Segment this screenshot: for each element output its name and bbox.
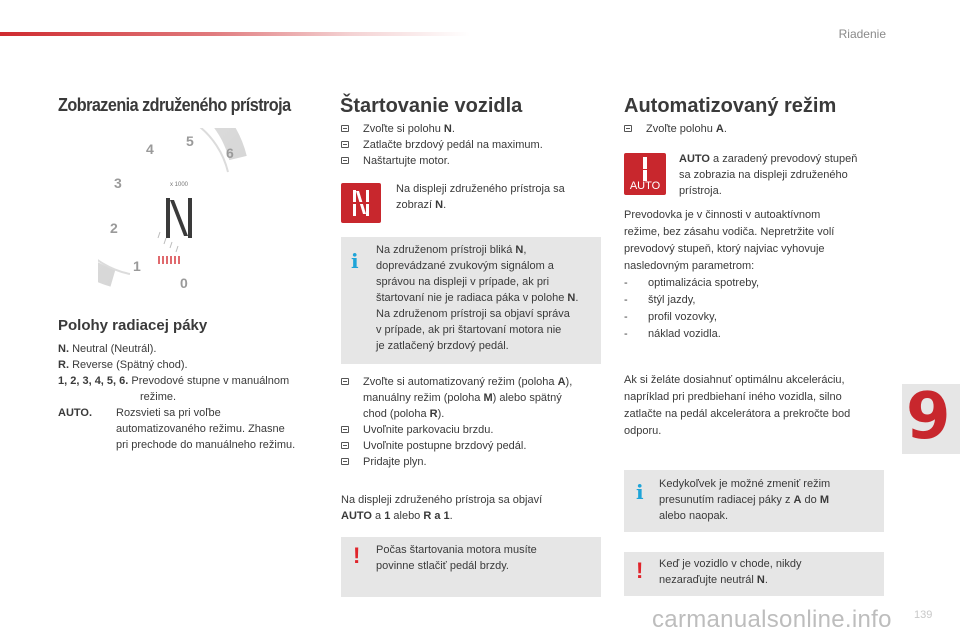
gauge-number: 5 (186, 133, 194, 149)
auto-mode-description: Prevodovka je v činnosti v autoaktívnom režime, bez zásahu vodiča. Nepretržite volí prevodový stupeň, ktorý najviac vyhovuje nasledovným parametrom: - optimalizácia spotreby, - štýl jazdy, - profil vozovky, - náklad vozidla. (624, 209, 835, 340)
gauge-number: 6 (226, 145, 234, 161)
acceleration-text: Ak si želáte dosiahnuť optimálnu akceleráciu, napríklad pri predbiehaní iného vozidla, silno zatlačte na pedál akcelerátora a prekročte bod odporu. (624, 374, 851, 437)
info-icon: i (636, 480, 644, 504)
auto-display-text: Na displeji združeného prístroja sa objaví AUTO a 1 alebo R a 1. (341, 494, 543, 522)
header-accent-bar (0, 32, 470, 36)
gear-positions-list: N. Neutral (Neutrál). R. Reverse (Spätný chod). 1, 2, 3, 4, 5, 6. Prevodové stupne v manuálnom režime. AUTO. Rozsvieti sa pri voľbe automatizovaného režimu. Zhasne pri prechode do manuálneho režimu. (58, 343, 296, 451)
page-number: 139 (914, 609, 933, 621)
start-warning-box: ! Počas štartovania motora musíte povinne stlačiť pedál brzdy. (341, 537, 601, 597)
start-steps: Zvoľte si polohu N. Zatlačte brzdový pedál na maximum. Naštartujte motor. (341, 121, 601, 169)
instrument-section-title: Zobrazenia združeného prístroja (58, 95, 291, 115)
chapter-tab: 9 (902, 384, 960, 454)
warning-icon: ! (353, 543, 361, 568)
warning-icon: ! (636, 558, 644, 583)
auto-icon-text: AUTO a zaradený prevodový stupeň sa zobrazia na displeji združeného prístroja. (679, 153, 858, 197)
auto-display-icon: AUTO (624, 153, 666, 195)
gauge-number: 0 (180, 275, 188, 291)
gauge-number: 1 (133, 258, 141, 274)
gear-digit-n (166, 198, 192, 238)
gauge-number: 3 (114, 175, 122, 191)
info-icon: i (351, 249, 359, 273)
section-label: Riadenie (838, 27, 886, 41)
gear-positions-subtitle: Polohy radiacej páky (58, 317, 208, 334)
gear-n-display-icon (341, 183, 381, 223)
gauge-unit: x 1000 (170, 182, 189, 188)
starting-section-title: Štartovanie vozidla (340, 95, 523, 117)
watermark: carmanualsonline.info (652, 606, 892, 633)
auto-mode-step: Zvoľte polohu A. (624, 121, 884, 137)
n-display-text: Na displeji združeného prístroja sa zobrazí N. (396, 183, 565, 211)
auto-mode-section-title: Automatizovaný režim (624, 95, 837, 117)
instrument-cluster-gauge (98, 128, 318, 308)
start-info-box: i Na združenom prístroji bliká N, doprevádzané zvukovým signálom a správou na displeji v prípade, ak pri štartovaní nie je radiaca páka v polohe N. Na združenom prístroji sa objaví správa v prípade, ak pri štartovaní motora nie je zatlačený brzdový pedál. (341, 237, 601, 364)
gauge-number: 4 (146, 141, 154, 157)
auto-info-box: i Kedykoľvek je možné zmeniť režim presunutím radiacej páky z A do M alebo naopak. (624, 470, 884, 532)
start-steps-2: Zvoľte si automatizovaný režim (poloha A), manuálny režim (poloha M) alebo spätný chod (poloha R). Uvoľnite parkovaciu brzdu. Uvoľnite postupne brzdový pedál. Pridajte plyn. (341, 374, 603, 470)
auto-warning-box: ! Keď je vozidlo v chode, nikdy nezaraďujte neutrál N. (624, 552, 884, 596)
gauge-number: 2 (110, 220, 118, 236)
